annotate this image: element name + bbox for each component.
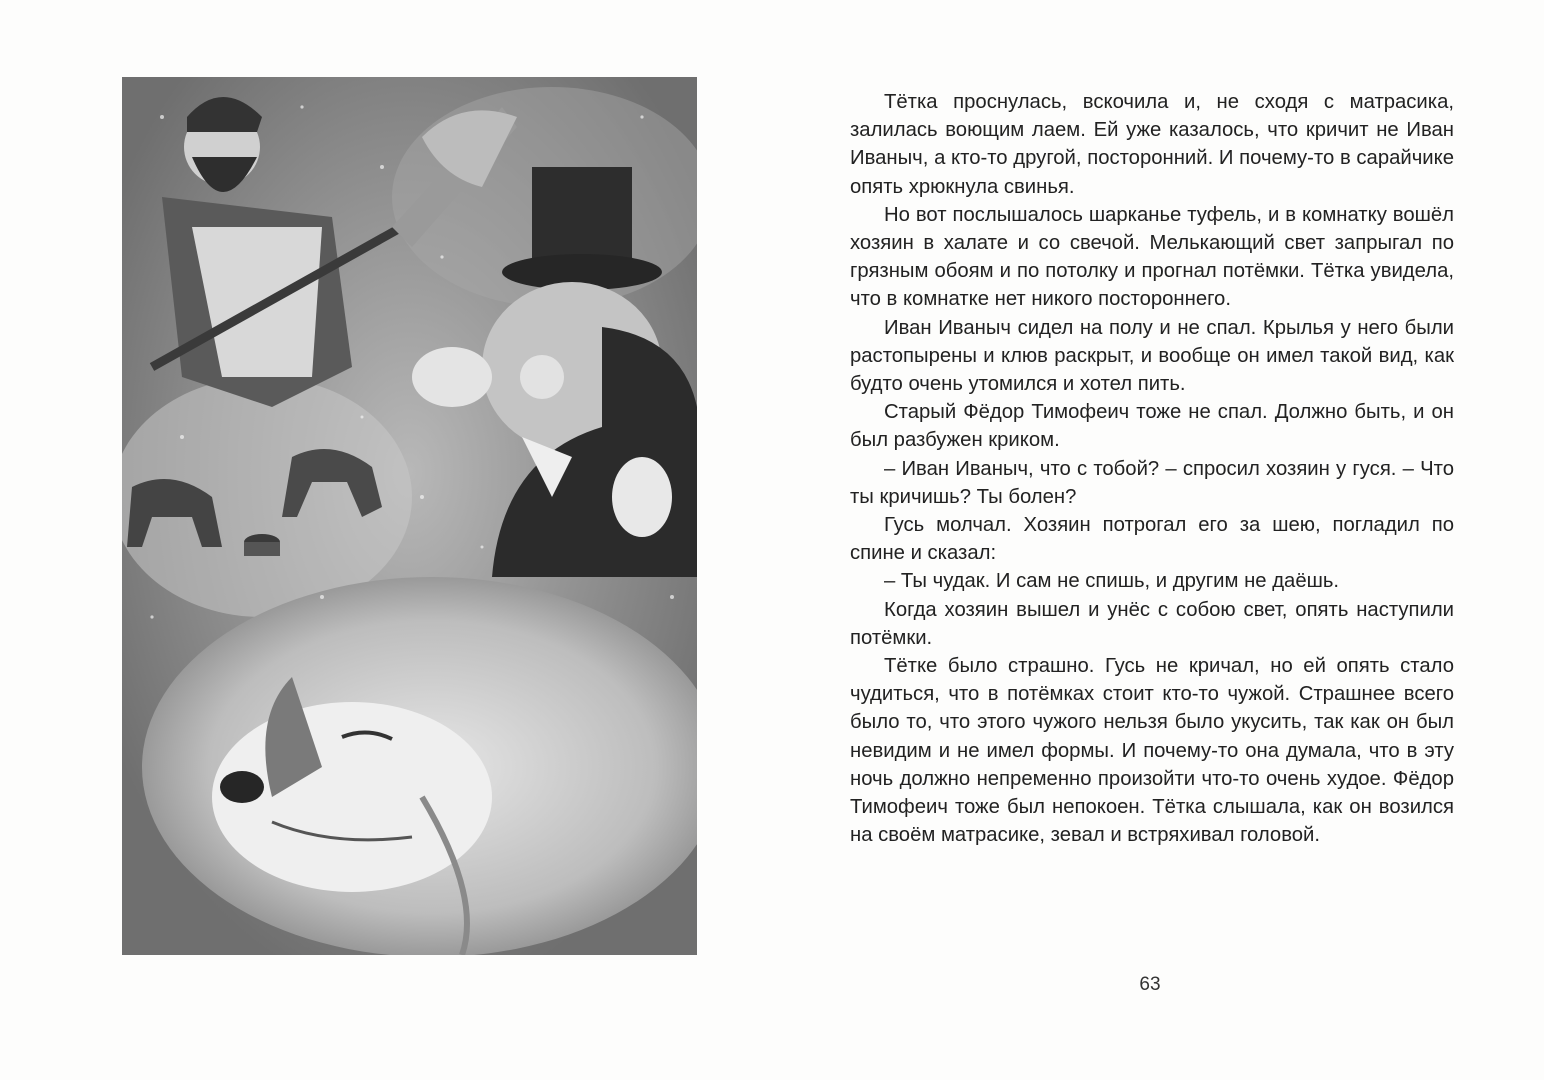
text-page [850,88,1454,849]
paragraph: Иван Иваныч сидел на полу и не спал. Крылья у него были растопырены и клюв раскрыт, и вообще он имел такой вид, как будто очень утомился и хотел пить. [850,316,1454,396]
paragraph: – Ты чудак. И сам не спишь, и другим не даёшь. [884,570,1340,593]
paragraph: Когда хозяин вышел и унёс с собою свет, опять наступили потёмки. [850,598,1454,649]
paragraph: – Иван Иваныч, что с тобой? – спросил хозяин у гуся. – Что ты кричишь? Ты болен? [850,457,1454,508]
paragraph: Тётке было страшно. Гусь не кричал, но ей опять стало чудиться, что в потёмках стоит кто-то чужой. Страшнее всего было то, что этого чужого нельзя было укусить, так как он был невидим и не имел формы. И почему-то она думала, что в эту ночь должно непременно произойти что-то очень худое. Фёдор Тимофеич тоже был непокоен. Тётка слышала, как он возился на своём матрасике, зевал и встряхивал головой. [850,655,1454,847]
paragraph: Гусь молчал. Хозяин потрогал его за шею, погладил по спине и сказал: [850,514,1454,565]
illustration-drawing [122,77,697,955]
paragraph: Но вот послышалось шарканье туфель, и в комнатку вошёл хозяин в халате и со свечой. Мелькающий свет запрыгал по грязным обоям и по потолку и прогнал потёмки. Тётка увидела, что в комнатке нет никого постороннего. [850,203,1454,311]
illustration [122,77,697,955]
page-number: 63 [1139,974,1161,995]
paragraph: Старый Фёдор Тимофеич тоже не спал. Должно быть, и он был разбужен криком. [850,401,1454,452]
paragraph: Тётка проснулась, вскочила и, не сходя с матрасика, залилась воющим лаем. Ей уже казалось, что кричит не Иван Иваныч, а кто-то другой, посторонний. И почему-то в сарайчике опять хрюкнула свинья. [850,91,1454,198]
